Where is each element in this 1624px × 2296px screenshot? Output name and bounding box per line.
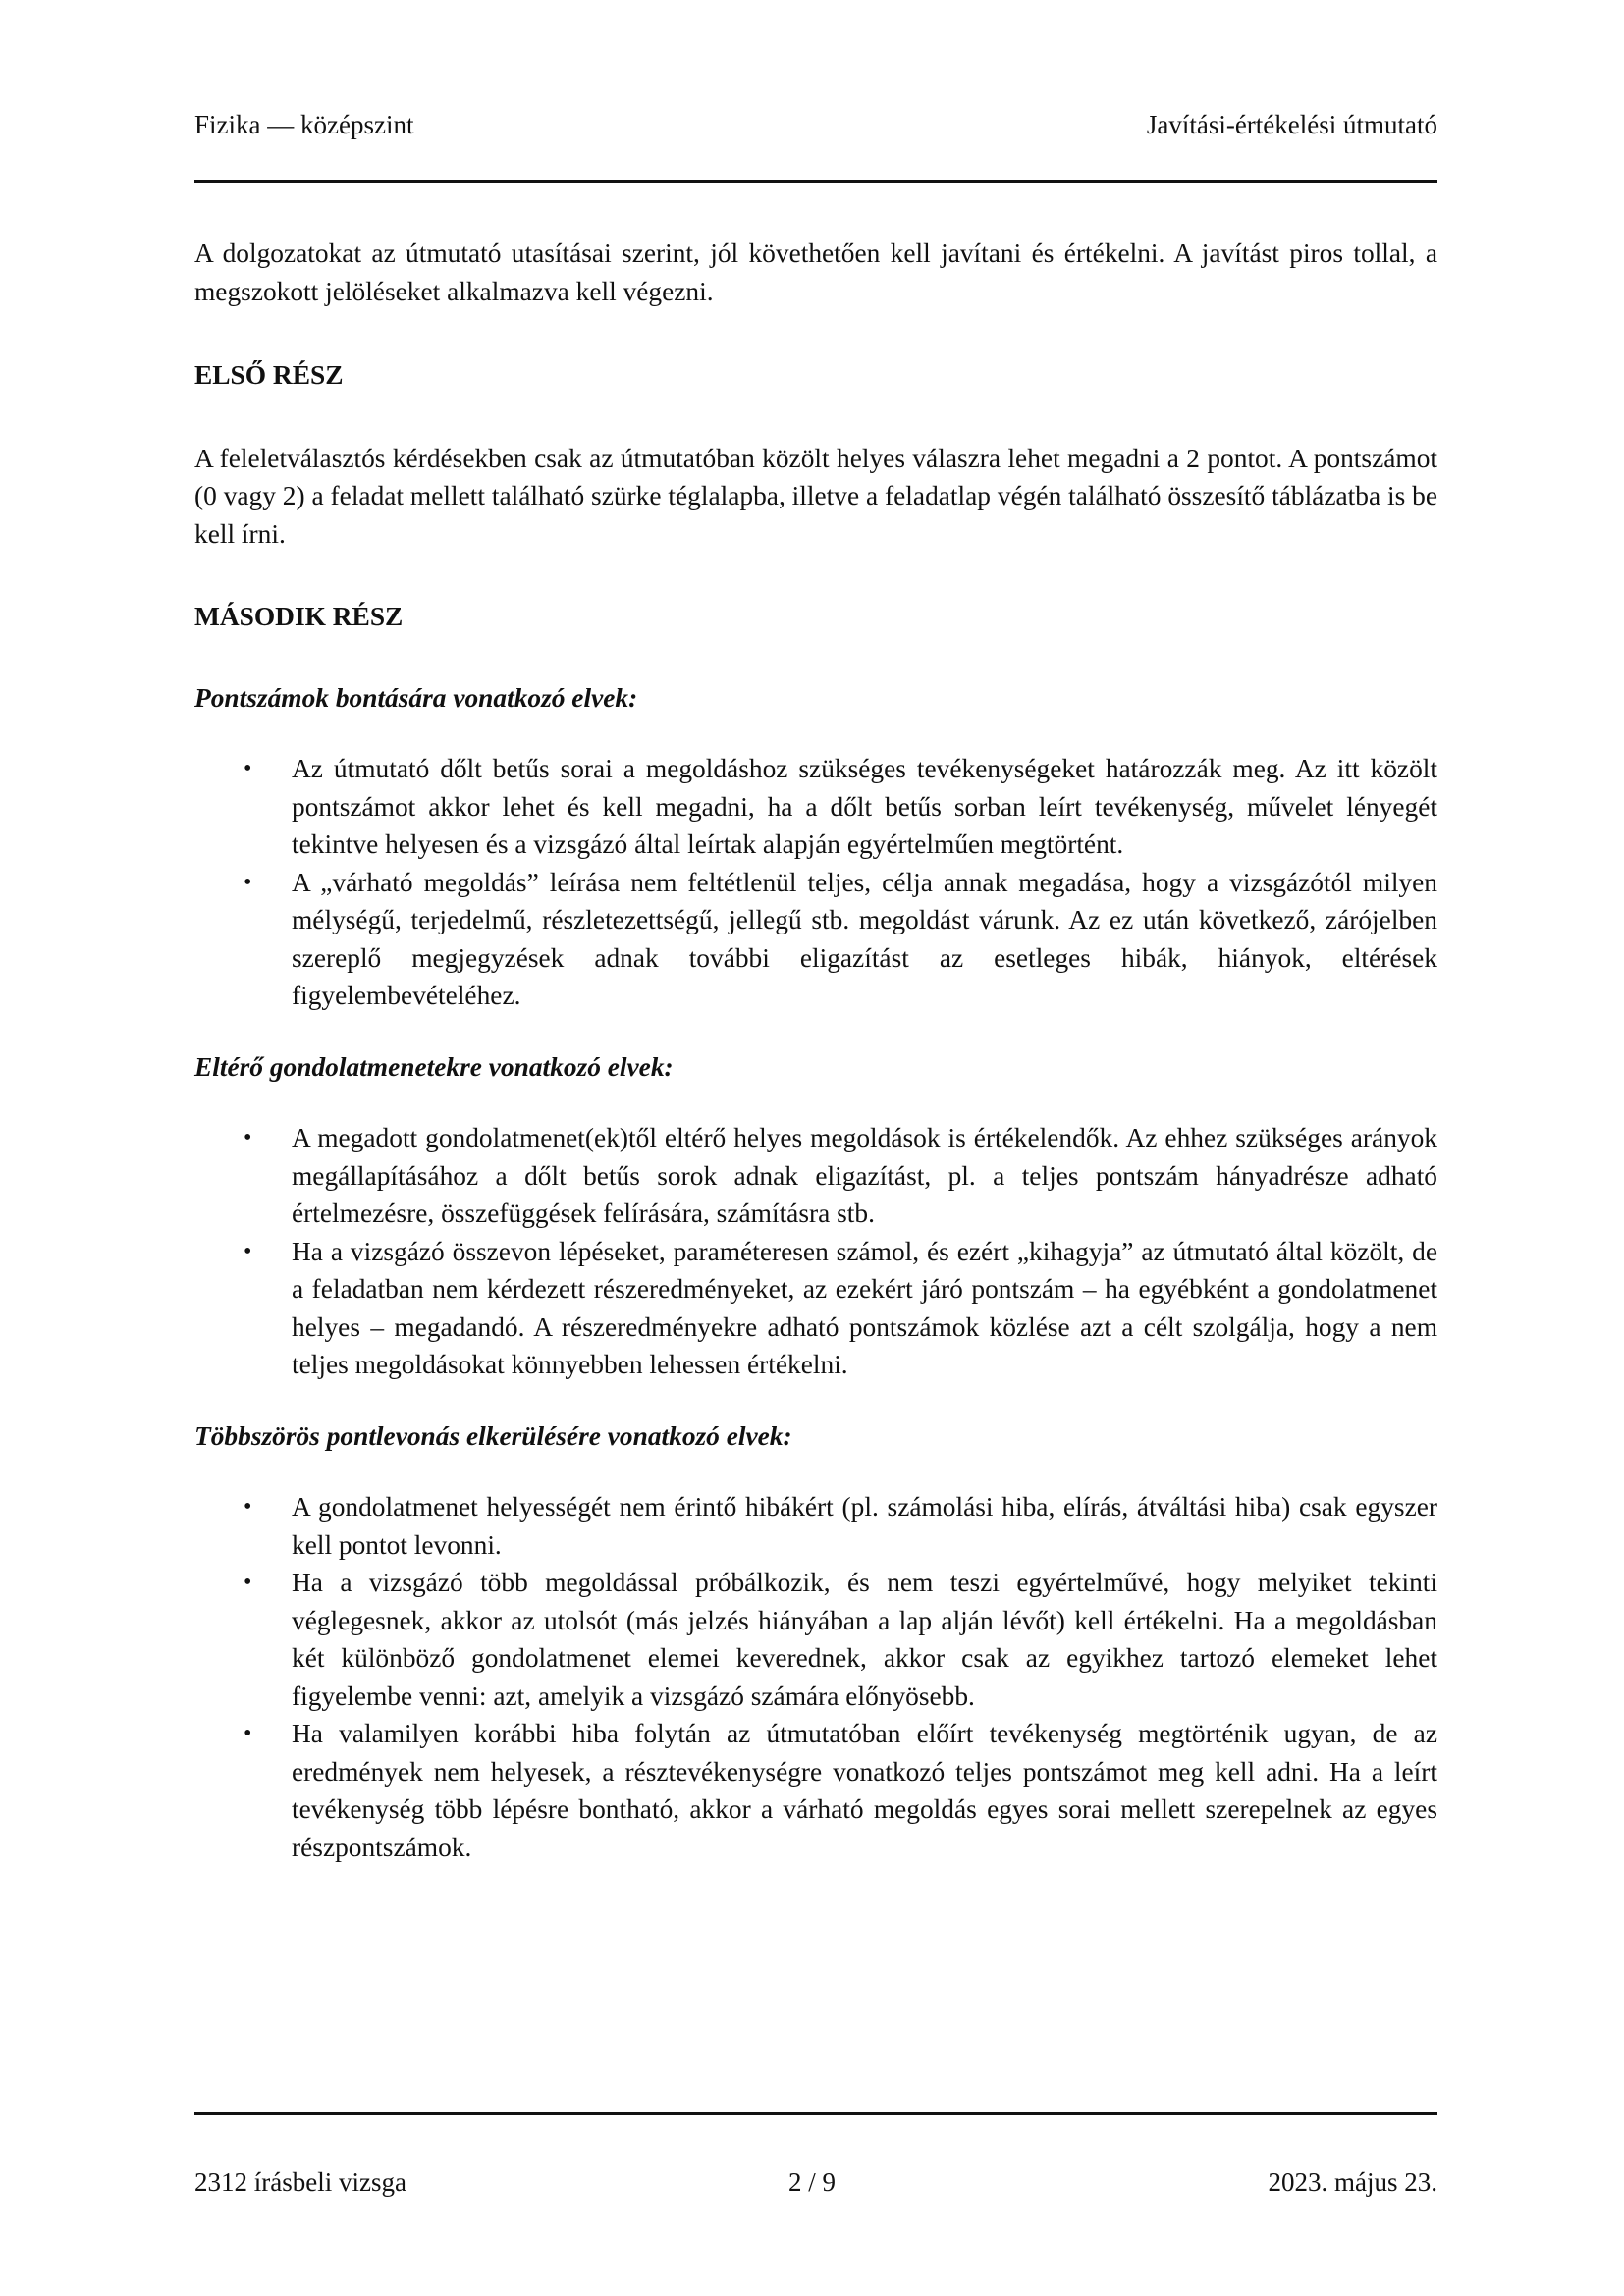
list-item bbox=[194, 1119, 1437, 1233]
scoring-list bbox=[194, 750, 1437, 1015]
list-item-text: Ha a vizsgázó több megoldással próbálkozik, és nem teszi egyértelművé, hogy melyiket tekinti véglegesnek, akkor az utolsót (más jelzés hiányában a lap alján lévőt) kell értékelni. Ha a megoldásban két különböző gondolatmenet elemei keverednek, akkor csak az egyikhez tartozó elemeket lehet figyelembe venni: azt, amelyik a vizsgázó számára előnyösebb. bbox=[292, 1568, 1437, 1711]
bullet-icon: • bbox=[244, 1125, 252, 1150]
page-content bbox=[194, 235, 1437, 1866]
list-item-text: A gondolatmenet helyességét nem érintő hibákért (pl. számolási hiba, elírás, átváltási hiba) csak egyszer kell pontot levonni. bbox=[292, 1492, 1437, 1560]
footer-rule bbox=[194, 2112, 1437, 2115]
section-heading-scoring: Pontszámok bontására vonatkozó elvek: bbox=[194, 682, 638, 713]
list-item bbox=[194, 750, 1437, 864]
footer-exam-code: 2312 írásbeli vizsga bbox=[194, 2167, 406, 2197]
intro-paragraph: A dolgozatokat az útmutató utasításai szerint, jól követhetően kell javítani és értékelni. A javítást piros tollal, a megszokott jelöléseket alkalmazva kell végezni. bbox=[194, 239, 1437, 306]
bullet-icon: • bbox=[244, 869, 252, 895]
list-item-text: A megadott gondolatmenet(ek)től eltérő helyes megoldások is értékelendők. Az ehhez szükséges arányok megállapításához a dőlt betűs sorok adnak eligazítást, pl. a teljes pontszám hányadrésze adható értelmezésre, összefüggések felírására, számításra stb. bbox=[292, 1123, 1437, 1228]
footer-date: 2023. május 23. bbox=[1268, 2167, 1437, 2197]
list-item bbox=[194, 1488, 1437, 1564]
part2-title: MÁSODIK RÉSZ bbox=[194, 602, 404, 631]
section-heading-deduction: Többszörös pontlevonás elkerülésére vonatkozó elvek: bbox=[194, 1420, 792, 1451]
bullet-icon: • bbox=[244, 1721, 252, 1746]
list-item bbox=[194, 1564, 1437, 1715]
header-rule bbox=[194, 180, 1437, 183]
bullet-icon: • bbox=[244, 756, 252, 781]
header-doc-type: Javítási-értékelési útmutató bbox=[1146, 110, 1437, 139]
bullet-icon: • bbox=[244, 1494, 252, 1520]
list-item bbox=[194, 1715, 1437, 1866]
list-item bbox=[194, 864, 1437, 1015]
list-item bbox=[194, 1233, 1437, 1384]
list-item-text: Ha valamilyen korábbi hiba folytán az útmutatóban előírt tevékenység megtörténik ugyan, de az eredmények nem helyesek, a résztevékenységre vonatkozó teljes pontszámot meg kell adni. Ha a leírt tevékenység több lépésre bontható, akkor a várható megoldás egyes sorai mellett szerepelnek az egyes részpontszámok. bbox=[292, 1719, 1437, 1862]
deduction-list bbox=[194, 1488, 1437, 1866]
alternative-list bbox=[194, 1119, 1437, 1384]
part1-title: ELSŐ RÉSZ bbox=[194, 360, 344, 390]
bullet-icon: • bbox=[244, 1570, 252, 1595]
part1-paragraph: A feleletválasztós kérdésekben csak az útmutatóban közölt helyes válaszra lehet megadni a 2 pontot. A pontszámot (0 vagy 2) a feladat mellett található szürke téglalapba, illetve a feladatlap végén található összesítő táblázatba is be kell írni. bbox=[194, 443, 1437, 549]
section-heading-alternative: Eltérő gondolatmenetekre vonatkozó elvek: bbox=[194, 1051, 674, 1082]
list-item-text: Ha a vizsgázó összevon lépéseket, paraméteresen számol, és ezért „kihagyja” az útmutató által közölt, de a feladatban nem kérdezett részeredményeket, az ezekért járó pontszám – ha egyébként a gondolatmenet helyes – megadandó. A részeredményekre adható pontszámok közlése azt a célt szolgálja, hogy a nem teljes megoldásokat könnyebben lehessen értékelni. bbox=[292, 1236, 1437, 1379]
list-item-text: A „várható megoldás” leírása nem feltétlenül teljes, célja annak megadása, hogy a vizsgázótól milyen mélységű, terjedelmű, részletezettségű, jellegű stb. megoldást várunk. Az ez után következő, zárójelben szereplő megjegyzések adnak további eligazítást az esetleges hibák, hiányok, eltérések figyelembevételéhez. bbox=[292, 867, 1437, 1010]
bullet-icon: • bbox=[244, 1238, 252, 1264]
page-number: 2 / 9 bbox=[787, 2167, 836, 2197]
header-subject: Fizika — középszint bbox=[194, 110, 414, 139]
list-item-text: Az útmutató dőlt betűs sorai a megoldáshoz szükséges tevékenységeket határozzák meg. Az itt közölt pontszámot akkor lehet és kell megadni, ha a dőlt betűs sorban leírt tevékenység, művelet lényegét tekintve helyesen és a vizsgázó által leírtak alapján egyértelműen megtörtént. bbox=[292, 754, 1437, 859]
